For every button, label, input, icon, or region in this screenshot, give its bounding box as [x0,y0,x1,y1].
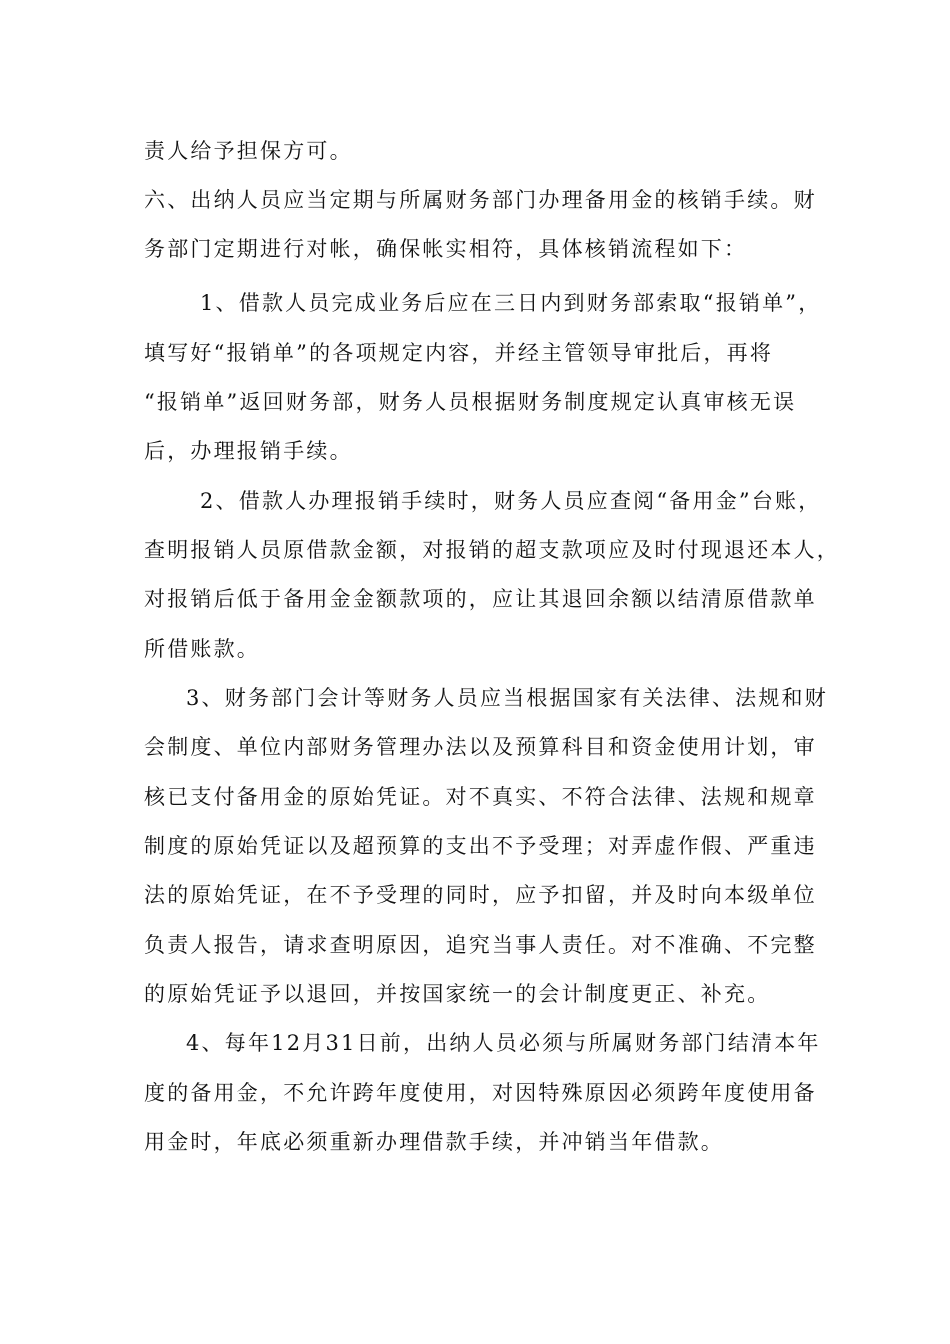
text-line: 法的原始凭证，在不予受理的同时，应予扣留，并及时向本级单位 [144,883,817,907]
text-line: 务部门定期进行对帐，确保帐实相符，具体核销流程如下： [144,237,748,261]
text-line: 度的备用金，不允许跨年度使用，对因特殊原因必须跨年度使用备 [144,1081,817,1105]
text-line: 核已支付备用金的原始凭证。对不真实、不符合法律、法规和规章 [144,785,817,809]
text-line: 会制度、单位内部财务管理办法以及预算科目和资金使用计划，审 [144,735,817,759]
text-line: 2、借款人办理报销手续时，财务人员应查阅“备用金”台账， [200,489,822,513]
text-line: 负责人报告，请求查明原因，追究当事人责任。对不准确、不完整 [144,933,817,957]
text-line: “报销单”返回财务部，财务人员根据财务制度规定认真审核无误 [144,390,797,414]
text-line: 用金时，年底必须重新办理借款手续，并冲销当年借款。 [144,1130,724,1154]
text-line: 4、每年12月31日前，出纳人员必须与所属财务部门结清本年 [186,1031,821,1055]
text-line: 后，办理报销手续。 [144,439,353,463]
text-line: 的原始凭证予以退回，并按国家统一的会计制度更正、补充。 [144,982,771,1006]
text-line: 3、财务部门会计等财务人员应当根据国家有关法律、法规和财 [186,686,828,710]
text-line: 制度的原始凭证以及超预算的支出不予受理；对弄虚作假、严重违 [144,834,817,858]
text-line: 所借账款。 [144,637,260,661]
text-line: 对报销后低于备用金金额款项的，应让其退回余额以结清原借款单 [144,587,817,611]
text-line: 六、出纳人员应当定期与所属财务部门办理备用金的核销手续。财 [144,188,817,212]
text-line: 查明报销人员原借款金额，对报销的超支款项应及时付现退还本人， [144,538,840,562]
text-line: 填写好“报销单”的各项规定内容，并经主管领导审批后，再将 [144,341,774,365]
text-line: 1、借款人员完成业务后应在三日内到财务部索取“报销单”， [200,291,822,315]
text-line: 责人给予担保方可。 [144,139,353,163]
